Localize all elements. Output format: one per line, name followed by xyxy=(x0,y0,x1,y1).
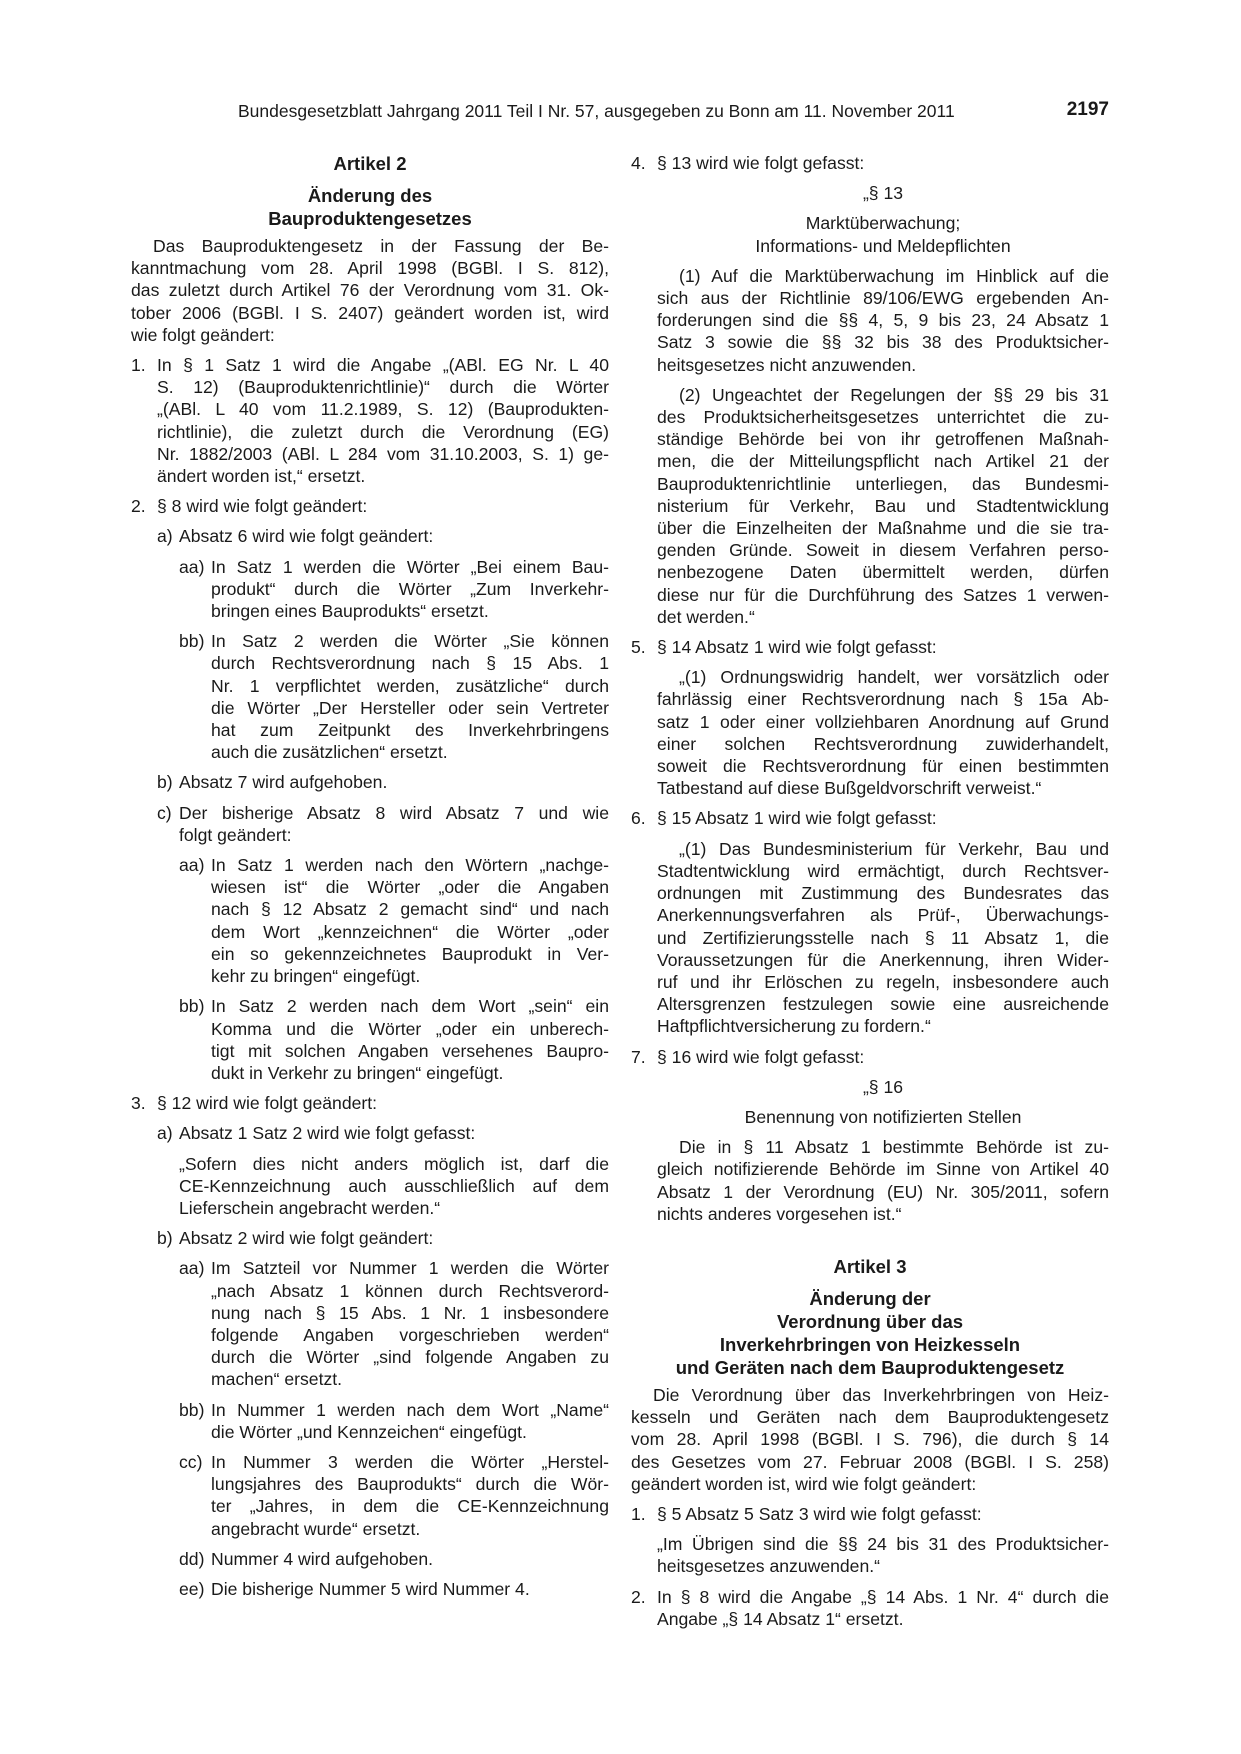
left-column xyxy=(131,152,609,1600)
list-item-2a-bb xyxy=(179,630,609,763)
list-item-2a-aa xyxy=(179,556,609,623)
text-line: satz 1 oder einer vollziehbaren Anordnung auf Grund xyxy=(657,711,1109,732)
text-line: Nummer 4 wird aufgehoben. xyxy=(211,1548,433,1569)
text-line: Satz 3 sowie die §§ 32 bis 38 des Produktsicher- xyxy=(657,332,1109,353)
item-label: dd) xyxy=(179,1548,205,1569)
text-line: „nach Absatz 1 können durch Rechtsverord- xyxy=(211,1280,609,1301)
article-3-title-line: Änderung der xyxy=(809,1287,931,1309)
text-line: § 13 wird wie folgt gefasst: xyxy=(657,153,865,173)
text-line: kehr zu bringen“ eingefügt. xyxy=(211,966,421,987)
text-line: § 15 Absatz 1 wird wie folgt gefasst: xyxy=(657,808,937,829)
item-label: 2. xyxy=(131,496,146,517)
text-line: „(1) Das Bundesministerium für Verkehr, Bau und xyxy=(679,838,1109,859)
text-line: machen“ ersetzt. xyxy=(211,1369,343,1390)
text-line: kesseln und Geräten nach dem Bauproduktengesetz xyxy=(631,1407,1109,1428)
item-label: aa) xyxy=(179,556,205,577)
text-line: Im Satzteil vor Nummer 1 werden die Wörter xyxy=(211,1258,609,1279)
section-13-title-line-2: Informations- und Meldepflichten xyxy=(755,235,1011,256)
text-line: einer solchen Rechtsverordnung zuwiderhandelt, xyxy=(657,733,1109,754)
text-line: sich aus der Richtlinie 89/106/EWG ergebenden An- xyxy=(657,288,1109,309)
text-line: Absatz 2 wird wie folgt geändert: xyxy=(179,1228,434,1249)
item-label: a) xyxy=(157,1123,173,1144)
text-line: die Wörter „und Kennzeichen“ eingefügt. xyxy=(211,1421,527,1442)
text-line: geändert worden ist, wird wie folgt geändert: xyxy=(631,1473,977,1494)
text-line: kanntmachung vom 28. April 1998 (BGBl. I S. 812), xyxy=(131,258,609,279)
item-label: b) xyxy=(157,1228,173,1249)
text-line: Voraussetzungen für die Anerkennung, ihren Wider- xyxy=(657,949,1109,970)
text-line: Der bisherige Absatz 8 wird Absatz 7 und wie xyxy=(179,802,609,823)
list-item-2 xyxy=(131,495,609,517)
list-item-1 xyxy=(131,354,609,487)
text-line: heitsgesetzes anzuwenden.“ xyxy=(657,1556,880,1577)
text-line: § 16 wird wie folgt gefasst: xyxy=(657,1046,865,1067)
item-label: 2. xyxy=(631,1586,646,1607)
text-line: In Satz 2 werden nach dem Wort „sein“ ein xyxy=(211,996,609,1017)
list-item-4 xyxy=(631,152,1109,174)
text-line: nisterium für Verkehr, Bau und Stadtentwicklung xyxy=(657,495,1109,516)
text-line: Altersgrenzen festzulegen sowie eine ausreichende xyxy=(657,994,1109,1015)
list-item-7 xyxy=(631,1046,1109,1068)
text-line: nung nach § 15 Abs. 1 Nr. 1 insbesondere xyxy=(211,1302,609,1323)
text-line: genden Gründe. Soweit in diesem Verfahren perso- xyxy=(657,540,1109,561)
running-title: Bundesgesetzblatt Jahrgang 2011 Teil I Nr. 57, ausgegeben zu Bonn am 11. November 2011 xyxy=(238,101,955,121)
text-line: wiesen ist“ die Wörter „oder die Angaben xyxy=(211,877,609,898)
text-line: Absatz 1 Satz 2 wird wie folgt gefasst: xyxy=(179,1123,476,1144)
text-line: auch die zusätzlichen“ ersetzt. xyxy=(211,742,448,763)
article-2-title-line-2: Bauproduktengesetzes xyxy=(268,208,472,229)
text-line: In Nummer 3 werden die Wörter „Herstel- xyxy=(211,1451,609,1472)
section-13-number: „§ 13 xyxy=(862,183,904,204)
list-item-3 xyxy=(131,1092,609,1114)
text-line: Absatz 6 wird wie folgt geändert: xyxy=(179,526,434,547)
article-3-title-line: Verordnung über das xyxy=(776,1310,964,1332)
item-label: aa) xyxy=(179,1258,205,1279)
list-item-3b-aa xyxy=(179,1257,609,1390)
section-16-number: „§ 16 xyxy=(862,1076,904,1097)
text-line: Absatz 7 wird aufgehoben. xyxy=(179,772,388,793)
text-line: Die bisherige Nummer 5 wird Nummer 4. xyxy=(211,1578,530,1599)
list-item-3a xyxy=(157,1122,609,1144)
text-line: folgt geändert: xyxy=(179,824,292,845)
article-3-intro xyxy=(631,1384,1109,1495)
text-line: nach § 12 Absatz 2 gemacht sind“ und nach xyxy=(211,899,609,920)
section-16-title: Benennung von notifizierten Stellen xyxy=(744,1106,1022,1127)
item-label: ee) xyxy=(179,1578,205,1599)
text-line: nenbezogene Daten übermittelt werden, dürfen xyxy=(657,562,1109,583)
item-label: c) xyxy=(157,802,172,823)
text-line: tigt mit solchen Angaben versehenes Baupro- xyxy=(211,1040,609,1061)
text-line: vom 28. April 1998 (BGBl. I S. 796), die durch § 14 xyxy=(631,1429,1109,1450)
text-line: über die Einzelheiten der Maßnahme und die sie tra- xyxy=(657,518,1109,539)
text-line: ändert worden ist,“ ersetzt. xyxy=(157,466,366,487)
list-item-2c-bb xyxy=(179,995,609,1084)
text-line: dem Wort „kennzeichnen“ die Wörter „oder xyxy=(211,921,609,942)
text-line: nichts anderes vorgesehen ist.“ xyxy=(657,1203,902,1224)
text-line: In Satz 1 werden nach den Wörtern „nachge- xyxy=(211,855,609,876)
text-line: „(1) Ordnungswidrig handelt, wer vorsätzlich oder xyxy=(679,667,1109,688)
text-line: des Produktsicherheitsgesetzes unterrichtet die zu- xyxy=(657,407,1109,428)
text-line: ein so gekennzeichnetes Bauprodukt in Ver- xyxy=(211,943,609,964)
list-item-6 xyxy=(631,807,1109,829)
text-line: In § 1 Satz 1 wird die Angabe „(ABl. EG Nr. L 40 xyxy=(157,355,609,376)
list-item-2c-aa xyxy=(179,854,609,987)
text-line: Tatbestand auf diese Bußgeldvorschrift verweist.“ xyxy=(657,778,1042,799)
list-item-3b-cc xyxy=(179,1451,609,1540)
article-3-title-line: Inverkehrbringen von Heizkesseln xyxy=(719,1333,1021,1355)
text-line: das zuletzt durch Artikel 76 der Verordnung vom 31. Ok- xyxy=(131,280,609,301)
right-column xyxy=(631,152,1109,1630)
list-item-2b xyxy=(157,771,609,793)
text-line: soweit die Rechtsverordnung für einen bestimmten xyxy=(657,756,1109,777)
item-label: 4. xyxy=(631,153,646,173)
running-header xyxy=(130,101,1109,131)
text-line: die Wörter „Der Hersteller oder sein Vertreter xyxy=(211,697,609,718)
text-line: men, die der Mitteilungspflicht nach Artikel 21 der xyxy=(657,451,1109,472)
item-label: aa) xyxy=(179,855,205,876)
text-line: ruf und ihr Erlöschen zu regeln, insbesondere auch xyxy=(657,971,1109,992)
text-line: ordnungen mit Zustimmung des Bundesrates das xyxy=(657,883,1109,904)
text-line: des Gesetzes vom 27. Februar 2008 (BGBl. I S. 258) xyxy=(631,1451,1109,1472)
text-line: Nr. 1882/2003 (ABl. L 284 vom 31.10.2003, S. 1) ge- xyxy=(157,443,609,464)
text-line: Das Bauproduktengesetz in der Fassung der Be- xyxy=(153,236,609,256)
text-line: Anerkennungsverfahren als Prüf-, Überwachungs- xyxy=(657,905,1109,926)
list-item-3b xyxy=(157,1227,609,1249)
text-line: produkt“ durch die Wörter „Zum Inverkehr- xyxy=(211,578,609,599)
text-line: Nr. 1 verpflichtet werden, zusätzliche“ durch xyxy=(211,675,609,696)
text-line: durch Rechtsverordnung nach § 15 Abs. 1 xyxy=(211,653,609,674)
text-line: fahrlässig einer Rechtsverordnung nach § 15a Ab- xyxy=(657,689,1109,710)
article-2-intro xyxy=(131,235,609,346)
text-line: (2) Ungeachtet der Regelungen der §§ 29 bis 31 xyxy=(679,384,1109,405)
list-item-5 xyxy=(631,636,1109,658)
item-label: bb) xyxy=(179,1399,205,1420)
item-label: 1. xyxy=(631,1503,646,1524)
text-line: S. 12) (Bauproduktenrichtlinie)“ durch die Wörter xyxy=(157,377,609,398)
item-label: b) xyxy=(157,772,173,793)
text-line: hat zum Zeitpunkt des Inverkehrbringens xyxy=(211,720,609,741)
text-line: angebracht wurde“ ersetzt. xyxy=(211,1518,421,1539)
text-line: forderungen sind die §§ 4, 5, 9 bis 23, 24 Absatz 1 xyxy=(657,310,1109,331)
text-line: CE-Kennzeichnung auch ausschließlich auf dem xyxy=(179,1175,609,1196)
text-line: folgende Angaben vorgeschrieben werden“ xyxy=(211,1324,609,1345)
section-13-paragraph-1 xyxy=(657,265,1109,376)
text-line: In Satz 1 werden die Wörter „Bei einem Bau- xyxy=(211,556,609,577)
item-label: 1. xyxy=(131,355,146,376)
item-label: 5. xyxy=(631,637,646,658)
section-16-text xyxy=(657,1136,1109,1225)
text-line: gleich notifizierende Behörde im Sinne von Artikel 40 xyxy=(657,1159,1109,1180)
text-line: ter „Jahres, in dem die CE-Kennzeichnung xyxy=(211,1496,609,1517)
text-line: § 5 Absatz 5 Satz 3 wird wie folgt gefasst: xyxy=(657,1503,982,1524)
article-3-item-1 xyxy=(631,1503,1109,1525)
list-item-3b-ee xyxy=(179,1578,609,1600)
list-item-3b-bb xyxy=(179,1399,609,1443)
text-line: Stadtentwicklung wird ermächtigt, durch Rechtsver- xyxy=(657,860,1109,881)
text-line: lungsjahres des Bauprodukts“ durch die Wör- xyxy=(211,1474,609,1495)
item-label: 6. xyxy=(631,808,646,829)
text-line: Haftpflichtversicherung zu fordern.“ xyxy=(657,1016,931,1037)
text-line: tober 2006 (BGBl. I S. 2407) geändert worden ist, wird xyxy=(131,302,609,323)
text-line: „Sofern dies nicht anders möglich ist, darf die xyxy=(179,1153,609,1174)
text-line: (1) Auf die Marktüberwachung im Hinblick auf die xyxy=(679,265,1109,286)
item-label: cc) xyxy=(179,1451,203,1472)
text-line: heitsgesetzes nicht anzuwenden. xyxy=(657,354,917,375)
text-line: Angabe „§ 14 Absatz 1“ ersetzt. xyxy=(657,1608,904,1629)
text-line: „(ABl. L 40 vom 11.2.1989, S. 12) (Bauprodukten- xyxy=(157,399,609,420)
text-line: und Zertifizierungsstelle nach § 11 Absatz 1, die xyxy=(657,927,1109,948)
article-3-heading: Artikel 3 xyxy=(833,1255,907,1277)
text-line: § 14 Absatz 1 wird wie folgt gefasst: xyxy=(657,637,937,658)
quote-3a xyxy=(179,1153,609,1220)
text-line: diese nur für die Durchführung des Satzes 1 verwen- xyxy=(657,584,1109,605)
item-label: 3. xyxy=(131,1093,146,1114)
item-label: 7. xyxy=(631,1046,646,1067)
text-line: Bauproduktenrichtlinie unterliegen, das Bundesmi- xyxy=(657,473,1109,494)
section-13-paragraph-2 xyxy=(657,384,1109,628)
text-line: Die in § 11 Absatz 1 bestimmte Behörde ist zu- xyxy=(679,1137,1109,1158)
article-2-title-line-1: Änderung des xyxy=(307,185,433,206)
text-line: det werden.“ xyxy=(657,606,755,627)
text-line: In Satz 2 werden die Wörter „Sie können xyxy=(211,631,609,652)
text-line: In § 8 wird die Angabe „§ 14 Abs. 1 Nr. 4“ durch die xyxy=(657,1586,1109,1607)
list-item-2c xyxy=(157,802,609,846)
section-13-title-line-1: Marktüberwachung; xyxy=(805,213,961,234)
text-line: dukt in Verkehr zu bringen“ eingefügt. xyxy=(211,1062,504,1083)
quote-5 xyxy=(657,666,1109,799)
article-3-title-line: und Geräten nach dem Bauproduktengesetz xyxy=(675,1356,1065,1378)
text-line: „Im Übrigen sind die §§ 24 bis 31 des Produktsicher- xyxy=(657,1534,1109,1555)
text-line: durch die Wörter „sind folgende Angaben zu xyxy=(211,1347,609,1368)
text-line: richtlinie), die zuletzt durch die Verordnung (EG) xyxy=(157,421,609,442)
text-line: Komma und die Wörter „oder ein unberech- xyxy=(211,1018,609,1039)
text-line: bringen eines Bauprodukts“ ersetzt. xyxy=(211,601,489,622)
item-label: bb) xyxy=(179,996,205,1017)
quote-a3-1 xyxy=(657,1533,1109,1577)
item-label: a) xyxy=(157,526,173,547)
text-line: In Nummer 1 werden nach dem Wort „Name“ xyxy=(211,1399,609,1420)
text-line: Die Verordnung über das Inverkehrbringen von Heiz- xyxy=(653,1384,1109,1405)
text-line: § 12 wird wie folgt geändert: xyxy=(157,1093,378,1114)
item-label: bb) xyxy=(179,631,205,652)
page-number: 2197 xyxy=(1066,99,1109,120)
list-item-3b-dd xyxy=(179,1548,609,1570)
article-2-heading: Artikel 2 xyxy=(333,153,407,174)
text-line: ständige Behörde bei von ihr getroffenen Maßnah- xyxy=(657,429,1109,450)
text-line: wie folgt geändert: xyxy=(131,324,275,345)
text-line: § 8 wird wie folgt geändert: xyxy=(157,496,368,517)
text-line: Lieferschein angebracht werden.“ xyxy=(179,1197,441,1218)
article-3-item-2 xyxy=(631,1586,1109,1630)
quote-6 xyxy=(657,838,1109,1038)
list-item-2a xyxy=(157,525,609,547)
text-line: Absatz 1 der Verordnung (EU) Nr. 305/2011, sofern xyxy=(657,1181,1109,1202)
